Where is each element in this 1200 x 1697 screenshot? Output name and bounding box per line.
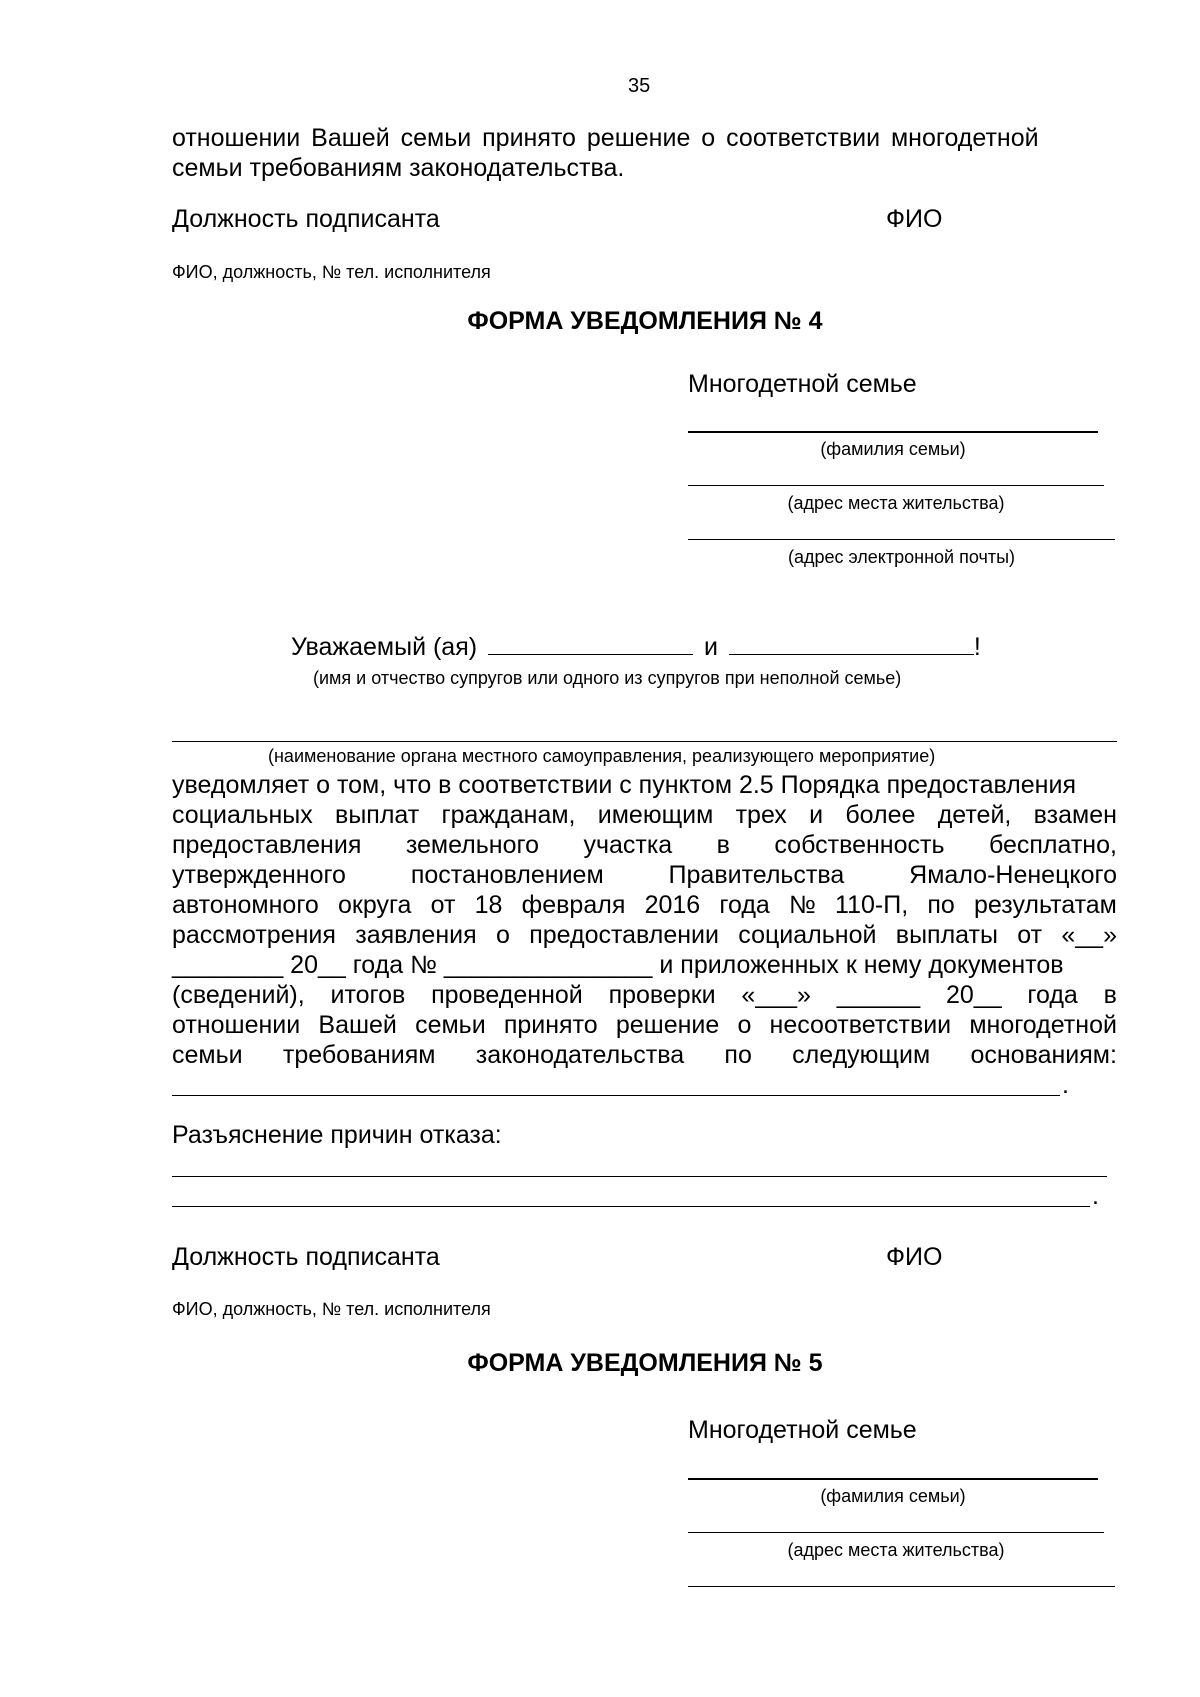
body-word: собственность (774, 831, 945, 859)
body-word: «___» (741, 981, 811, 1009)
body-word: автономного (172, 891, 319, 919)
form5-address-caption: (адрес места жительства) (787, 1540, 1005, 1560)
authority-line (172, 741, 1117, 742)
greeting-caption: (имя и отчество супругов или одного из супругов при неполной семье) (313, 668, 902, 688)
page-number: 35 (628, 75, 651, 97)
form4-title: ФОРМА УВЕДОМЛЕНИЯ № 4 (467, 307, 823, 335)
body-word: о (495, 921, 510, 949)
body-word: предоставления (172, 831, 362, 859)
body-word: утвержденного (172, 861, 346, 889)
body-word: основаниям: (970, 1041, 1117, 1069)
body-word: семьи (172, 1041, 243, 1069)
body-word: по (927, 891, 955, 919)
body-word: в (1103, 981, 1117, 1009)
executor-info: ФИО, должность, № тел. исполнителя (172, 262, 491, 282)
body-word: участка (583, 831, 673, 859)
greeting-start: Уважаемый (ая) (291, 633, 478, 661)
form4-address-line (688, 485, 1104, 486)
intro-line-2: семьи требованиям законодательства. (172, 154, 625, 182)
body-word: рассмотрения (172, 921, 336, 949)
authority-caption: (наименование органа местного самоуправления, реализующего мероприятие) (268, 746, 936, 766)
body-word: проведенной (431, 981, 583, 1009)
body-word: ______ (836, 981, 921, 1009)
signer-name: ФИО (886, 205, 943, 233)
body-word: законодательства (475, 1041, 685, 1069)
body-word: года (719, 891, 770, 919)
body-word: о (737, 1011, 752, 1039)
body-word: отношении (172, 1011, 301, 1039)
body-line-6 (172, 920, 1117, 950)
body-word: выплаты (895, 921, 998, 949)
form4-family-name-line (688, 431, 1098, 433)
body-word: следующим (792, 1041, 931, 1069)
greeting-end: ! (973, 633, 981, 661)
body-word: взамен (1033, 801, 1117, 829)
form4-greeting (291, 632, 981, 662)
body-word: семьи (415, 1011, 486, 1039)
form4-family-name-caption: (фамилия семьи) (820, 439, 966, 459)
body-word: (сведений), (172, 981, 305, 1009)
form5-title: ФОРМА УВЕДОМЛЕНИЯ № 5 (467, 1349, 823, 1377)
body-word: результатам (974, 891, 1117, 919)
signer-position-2: Должность подписанта (172, 1243, 440, 1271)
form5-family-name-caption: (фамилия семьи) (820, 1486, 966, 1506)
body-word: более (845, 801, 916, 829)
explanation-line-1 (172, 1176, 1107, 1177)
body-word: по (724, 1041, 752, 1069)
body-word: февраля (521, 891, 626, 919)
grounds-end-period: . (1062, 1071, 1069, 1099)
body-word: бесплатно, (988, 831, 1117, 859)
body-word: Вашей (318, 1011, 397, 1039)
body-word: округа (338, 891, 412, 919)
body-word: проверки (608, 981, 716, 1009)
body-word: 18 (474, 891, 503, 919)
explanation-line-2 (172, 1206, 1090, 1207)
executor-info-2: ФИО, должность, № тел. исполнителя (172, 1299, 491, 1319)
body-word: в (716, 831, 730, 859)
body-word: решение (615, 1011, 720, 1039)
body-word: итогов (330, 981, 406, 1009)
spouse-1-blank (488, 632, 693, 655)
body-word: заявления (355, 921, 477, 949)
body-word: принято (503, 1011, 598, 1039)
body-word: гражданам, (441, 801, 576, 829)
body-word: Правительства (668, 861, 845, 889)
signer-name-2: ФИО (886, 1243, 943, 1271)
form4-address-caption: (адрес места жительства) (787, 493, 1005, 513)
body-word: социальных (172, 801, 313, 829)
body-word: постановлением (410, 861, 604, 889)
body-word: 110-П, (835, 891, 909, 919)
body-word: выплат (335, 801, 420, 829)
body-line-9 (172, 1010, 1117, 1040)
form4-email-line (688, 539, 1115, 540)
body-word: многодетной (969, 1011, 1117, 1039)
body-word: детей, (937, 801, 1012, 829)
body-line-4 (172, 860, 1117, 890)
body-word: требованиям (282, 1041, 436, 1069)
intro-line-1: отношении Вашей семьи принято решение о соответствии многодетной (172, 124, 1039, 152)
body-word: Ямало-Ненецкого (909, 861, 1117, 889)
explanation-end-period: . (1092, 1182, 1099, 1210)
body-word: 20__ (945, 981, 1002, 1009)
body-line-3 (172, 830, 1117, 860)
spouse-2-blank (729, 632, 974, 655)
body-word: земельного (405, 831, 539, 859)
body-line-10 (172, 1040, 1117, 1070)
body-word: и (809, 801, 824, 829)
body-line-2 (172, 800, 1117, 830)
body-word: имеющим (597, 801, 714, 829)
signer-position: Должность подписанта (172, 205, 440, 233)
form5-email-line (688, 1586, 1115, 1587)
body-word: несоответствии (769, 1011, 952, 1039)
form5-family-name-line (688, 1478, 1098, 1480)
body-line-5 (172, 890, 1117, 920)
body-line-1: уведомляет о том, что в соответствии с пунктом 2.5 Порядка предоставления (172, 771, 1076, 799)
body-word: 2016 (644, 891, 701, 919)
body-word: № (789, 891, 816, 919)
body-word: предоставлении (529, 921, 719, 949)
body-line-8 (172, 980, 1117, 1010)
body-line-7: ________ 20__ года № _______________ и приложенных к нему документов (172, 951, 1064, 979)
form5-recipient: Многодетной семье (688, 1416, 917, 1444)
body-word: от (430, 891, 456, 919)
greeting-and: и (703, 633, 718, 661)
form4-email-caption: (адрес электронной почты) (787, 547, 1016, 567)
explanation-label: Разъяснение причин отказа: (172, 1121, 502, 1149)
body-word: трех (735, 801, 787, 829)
form4-recipient: Многодетной семье (688, 370, 917, 398)
body-word: «__» (1061, 921, 1117, 949)
grounds-blank-line (172, 1095, 1060, 1096)
body-word: от (1017, 921, 1043, 949)
body-word: социальной (738, 921, 877, 949)
body-word: года (1027, 981, 1078, 1009)
form5-address-line (688, 1532, 1104, 1533)
